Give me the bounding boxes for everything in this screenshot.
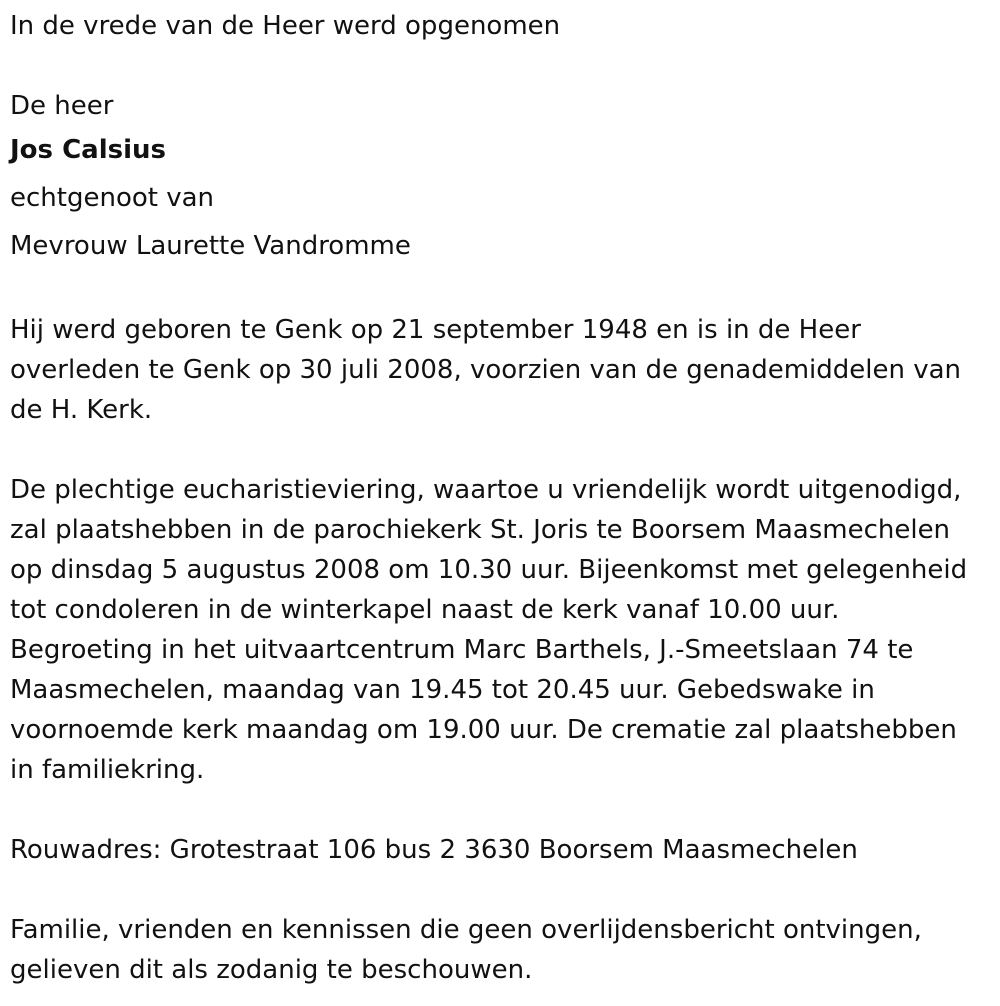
closing-line-1: Familie, vrienden en kennissen die geen overlijdensbericht ontvingen, [10, 915, 922, 945]
obituary-notice [10, 0, 995, 990]
intro-text: In de vrede van de Heer werd opgenomen [10, 11, 561, 41]
birth-death-paragraph [10, 310, 995, 430]
closing-paragraph [10, 910, 995, 990]
ceremony-paragraph [10, 470, 995, 790]
ceremony-line-2: zal plaatshebben in de parochiekerk St. Joris te Boorsem Maasmechelen [10, 515, 951, 545]
ceremony-line-5: Begroeting in het uitvaartcentrum Marc Barthels, J.-Smeetslaan 74 te [10, 635, 914, 665]
birth-death-line-2: overleden te Genk op 30 juli 2008, voorzien van de genademiddelen van [10, 355, 962, 385]
birth-death-line-1: Hij werd geboren te Genk op 21 september 1948 en is in de Heer [10, 315, 861, 345]
deceased-name-text: Jos Calsius [10, 135, 166, 165]
ceremony-line-6: Maasmechelen, maandag van 19.45 tot 20.45 uur. Gebedswake in [10, 675, 875, 705]
ceremony-line-4: tot condoleren in de winterkapel naast de kerk vanaf 10.00 uur. [10, 595, 840, 625]
ceremony-line-1: De plechtige eucharistieviering, waartoe u vriendelijk wordt uitgenodigd, [10, 475, 962, 505]
ceremony-line-7: voornoemde kerk maandag om 19.00 uur. De crematie zal plaatshebben [10, 715, 957, 745]
birth-death-line-3: de H. Kerk. [10, 395, 153, 425]
closing-line-2: gelieven dit als zodanig te beschouwen. [10, 955, 533, 985]
mourning-address: Rouwadres: Grotestraat 106 bus 2 3630 Boorsem Maasmechelen [10, 835, 858, 865]
deceased-name [10, 126, 995, 174]
ceremony-line-8: in familiekring. [10, 755, 205, 785]
spouse-label: echtgenoot van [10, 183, 215, 213]
ceremony-line-3: op dinsdag 5 augustus 2008 om 10.30 uur. Bijeenkomst met gelegenheid [10, 555, 968, 585]
salutation: De heer [10, 91, 114, 121]
spouse-name: Mevrouw Laurette Vandromme [10, 231, 411, 261]
